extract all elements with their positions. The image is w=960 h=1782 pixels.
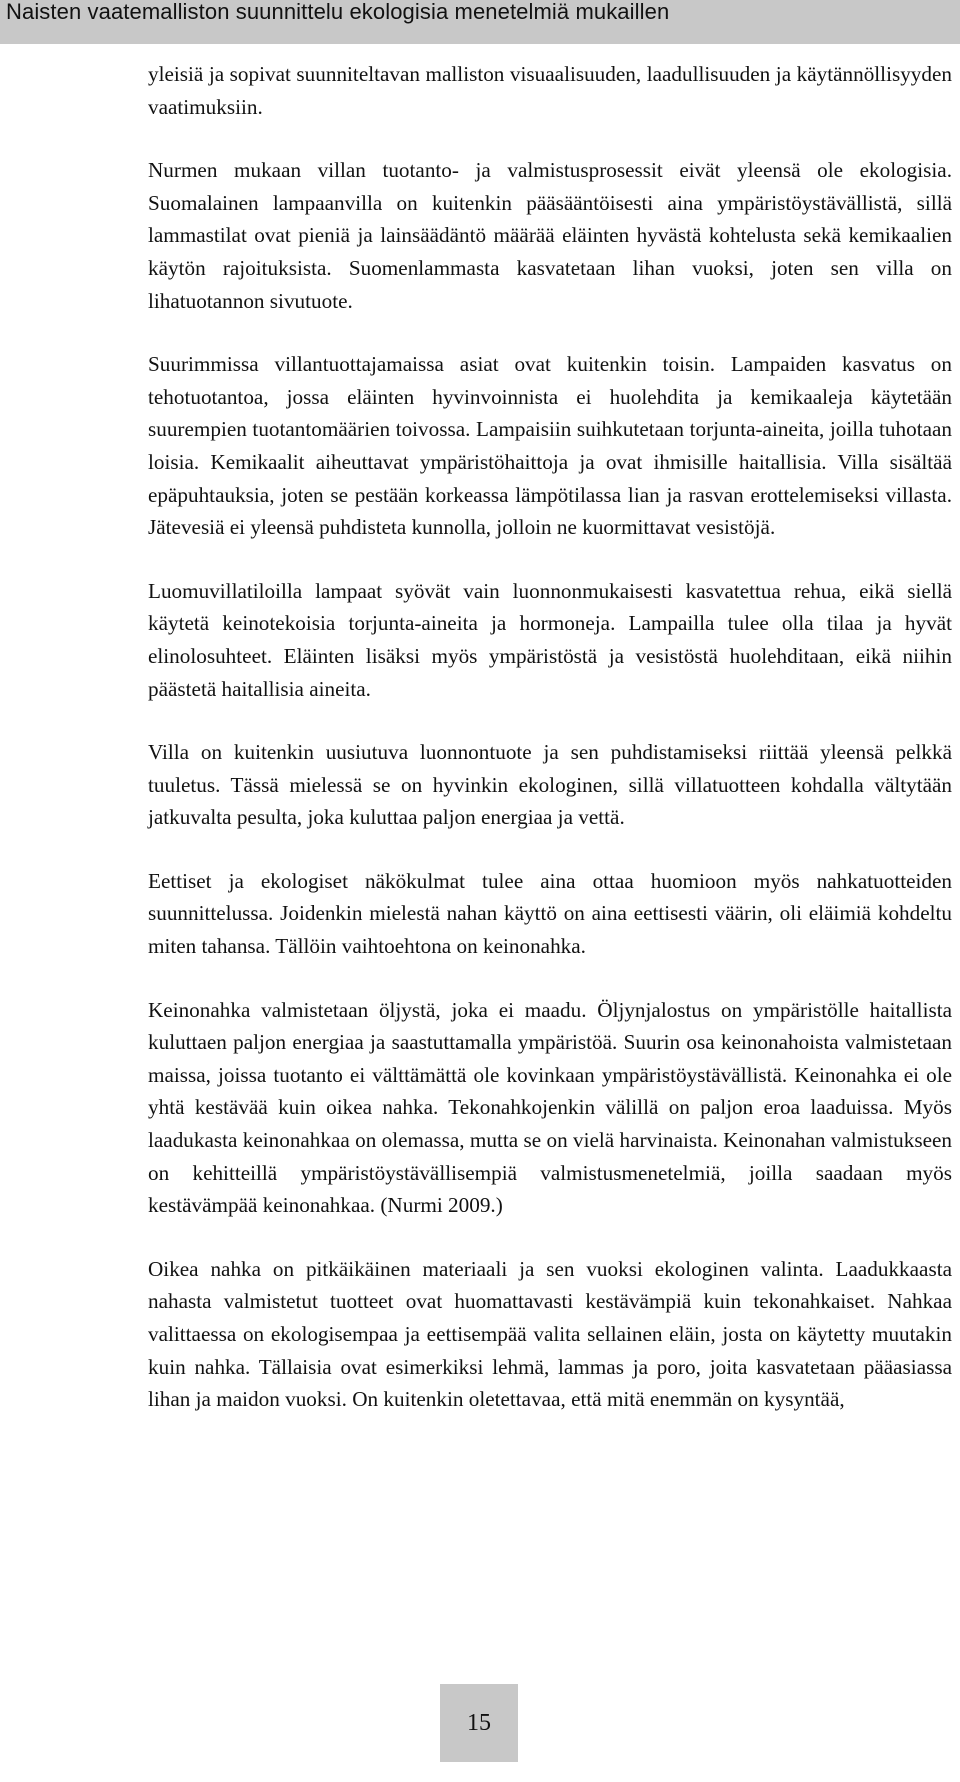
paragraph: Luomuvillatiloilla lampaat syövät vain luonnonmukaisesti kasvatettua rehua, eikä siellä käytetä keinotekoisia torjunta-aineita ja hormoneja. Lampailla tulee olla tilaa ja hyvät elinolosuhteet. Eläinten lisäksi myös ympäristöstä ja vesistöstä huolehditaan, eikä niihin päästetä haitallisia aineita.	[148, 578, 952, 701]
paragraph: Eettiset ja ekologiset näkökulmat tulee aina ottaa huomioon myös nahkatuotteiden suunnittelussa. Joidenkin mielestä nahan käyttö on aina eettisesti väärin, oli eläimiä kohdeltu miten tahansa. Tällöin vaihtoehtona on keinonahka.	[148, 868, 952, 959]
body-text	[148, 58, 952, 1447]
paragraph: Villa on kuitenkin uusiutuva luonnontuote ja sen puhdistamiseksi riittää yleensä pelkkä tuuletus. Tässä mielessä se on hyvinkin ekologinen, sillä villatuotteen kohdalla vältytään jatkuvalta pesulta, joka kuluttaa paljon energiaa ja vettä.	[148, 740, 952, 830]
running-header	[0, 0, 960, 44]
paragraph: Keinonahka valmistetaan öljystä, joka ei maadu. Öljynjalostus on ympäristölle haitallista kuluttaen paljon energiaa ja saastuttamalla ympäristöä. Suurin osa keinonahoista valmistetaan maissa, joissa tuotanto ei välttämättä ole kovinkaan ympäristöystävällistä. Keinonahka ei ole yhtä kestävää kuin oikea nahka. Tekonahkojenkin välillä on paljon eroa laaduissa. Myös laadukasta keinonahkaa on olemassa, mutta se on vielä harvinaista. Keinonahan valmistukseen on kehitteillä ympäristöystävällisempiä valmistusmenetelmiä, joilla saadaan myös kestävämpää keinonahkaa. (Nurmi 2009.)	[148, 997, 952, 1218]
paragraph: Suurimmissa villantuottajamaissa asiat ovat kuitenkin toisin. Lampaiden kasvatus on tehotuotantoa, jossa eläinten hyvinvoinnista ei huolehdita ja kemikaaleja käytetään suurempien tuotantomäärien toivossa. Lampaisiin suihkutetaan torjunta-aineita, joilla tuhotaan loisia. Kemikaalit aiheuttavat ympäristöhaittoja ja ovat ihmisille haitallisia. Villa sisältää epäpuhtauksia, joten se pestään korkeassa lämpötilassa lian ja rasvan erottelemiseksi villasta. Jätevesiä ei yleensä puhdisteta kunnolla, jolloin ne kuormittavat vesistöjä.	[148, 352, 952, 540]
page-number-label: 15	[467, 1710, 491, 1736]
header-title: Naisten vaatemalliston suunnittelu ekologisia menetelmiä mukaillen	[6, 0, 670, 24]
page-number	[440, 1684, 518, 1762]
paragraph: Nurmen mukaan villan tuotanto- ja valmistusprosessit eivät yleensä ole ekologisia. Suomalainen lampaanvilla on kuitenkin pääsääntöisesti aina ympäristöystävällistä, sillä lammastilat ovat pieniä ja lainsäädäntö määrää eläinten hyvästä kohtelusta sekä kemikaalien käytön rajoituksista. Suomenlammasta kasvatetaan lihan vuoksi, joten sen villa on lihatuotannon sivutuote.	[148, 158, 952, 313]
paragraph: Oikea nahka on pitkäikäinen materiaali ja sen vuoksi ekologinen valinta. Laadukkaasta nahasta valmistetut tuotteet ovat huomattavasti kestävämpiä kuin tekonahkaiset. Nahkaa valittaessa on ekologisempaa ja eettisempää valita sellainen eläin, josta on käytetty muutakin kuin nahka. Tällaisia ovat esimerkiksi lehmä, lammas ja poro, joita kasvatetaan pääasiassa lihan ja maidon vuoksi. On kuitenkin oletettavaa, että mitä enemmän on kysyntää,	[148, 1256, 952, 1412]
paragraph: yleisiä ja sopivat suunniteltavan malliston visuaalisuuden, laadullisuuden ja käytännöllisyyden vaatimuksiin.	[148, 62, 952, 119]
